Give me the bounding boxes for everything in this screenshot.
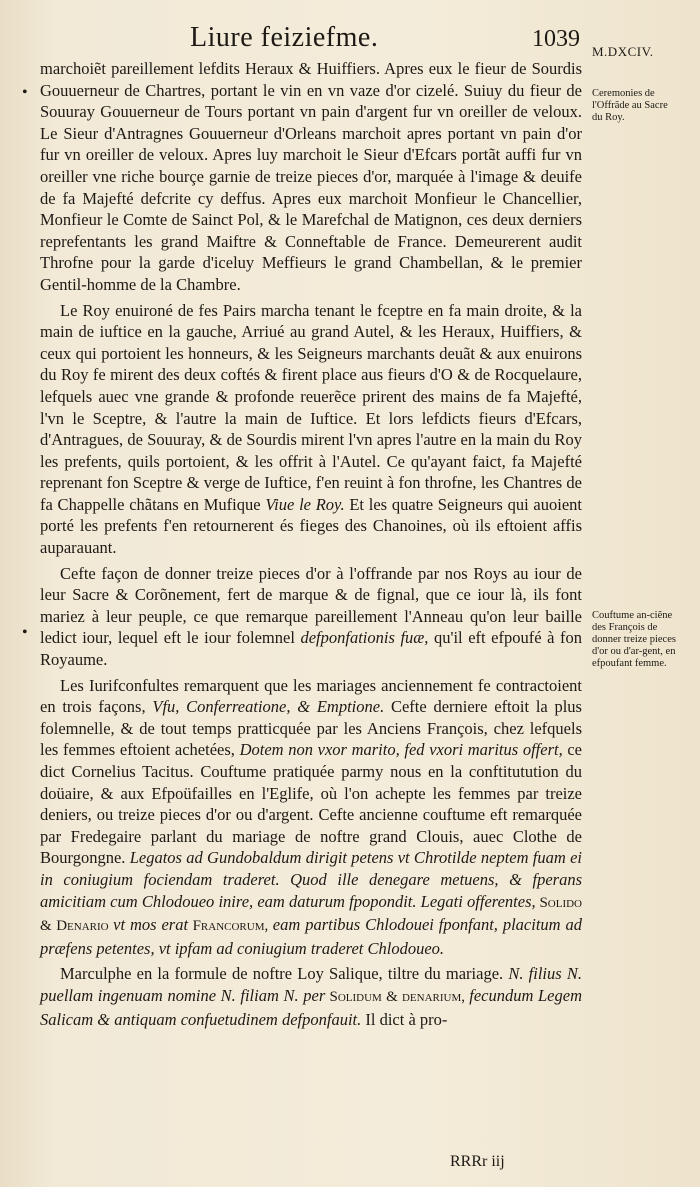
paragraph bbox=[40, 58, 582, 296]
year-marker: M.DXCIV. bbox=[592, 44, 654, 59]
text-run: Marculphe en la formule de noftre Loy Salique, tiltre du mariage. bbox=[60, 964, 509, 984]
body-text bbox=[40, 58, 582, 1030]
italic-run: vt mos erat bbox=[113, 915, 189, 935]
text-run: Le Roy enuironé de fes Pairs marcha tenant le fceptre en fa main droite, & la main de iuftice en la gauche, Arriué au grand Autel, & les Heraux, Huiffiers, & ceux qui portoient les honneurs, & les Seigneurs marchants deuãt & aux enuirons du Roy fe mirent des deux coftés & firent place aus fieurs d'O & de Rocquelaure, lefquels auec vne grande & profonde reuerẽce prirent des mains de fa Majefté, l'vn le Sceptre, & l'autre la main de Iuftice. Et lors lefdicts fieurs d'Efcars, d'Antragues, de Souuray, & de Sourdis mirent l'vn apres l'autre en la main du Roy les prefents, quils portoient, & les offrit à l'Autel. Ce qu'ayant faict, fa Majefté reprenant fon Sceptre & verge de Iuftice, f'en reuint à fon throfne, les Chantres de fa Chappelle chãtans en Mufique bbox=[40, 300, 582, 514]
italic-run: fecundum Legem Salicam & antiquam confuetudinem defponfauit. bbox=[40, 985, 582, 1029]
paragraph bbox=[40, 675, 582, 960]
text-run: Les Iurifconfultes remarquent que les mariages anciennement fe contractoient en trois façons, bbox=[40, 675, 582, 717]
italic-run: Dotem non vxor marito, fed vxori maritus offert, bbox=[239, 740, 563, 760]
small-caps-run: Solidum & denarium, bbox=[325, 988, 470, 1005]
text-run: Cefte façon de donner treize pieces d'or à l'offrande par nos Roys au iour de leur Sacre & Corõnement, fert de marque & de fignal, que ce iour là, ils font mariez à leur peuple, ce que remarque pareillement l'Anneau qu'on leur baille ledict iour, lequel eft le iour folemnel bbox=[40, 563, 582, 648]
italic-run: eam partibus Chlodouei fponfant, placitum ad præfens petentes, vt ipfam ad coniugium traderet Chlodoueo. bbox=[40, 915, 582, 958]
small-caps-run: Francorum, bbox=[188, 918, 273, 935]
small-caps-run: Solido & Denario bbox=[40, 894, 582, 935]
signature-mark: RRRr iij bbox=[450, 1153, 505, 1170]
paragraph bbox=[40, 563, 582, 671]
margin-note-ceremonies: Ceremonies de l'Offrãde au Sacre du Roy. bbox=[592, 88, 668, 123]
margin-pointer-mark: • bbox=[22, 84, 28, 101]
italic-run: Legatos ad Gundobaldum dirigit petens vt Chrotilde neptem fuam ei in coniugium fociendam traderet. Quod ille denegare metuens, & fperans amicitiam cum Chlodoueo inire, eam daturum fpopondit. Legati offerentes, bbox=[40, 848, 583, 911]
italic-run: Vfu, Conferreatione, & Emptione. bbox=[152, 697, 385, 717]
italic-run: Viue le Roy. bbox=[265, 494, 345, 514]
running-title: Liure feiziefme. bbox=[190, 22, 379, 53]
margin-pointer-mark: • bbox=[22, 624, 28, 641]
paragraph bbox=[40, 300, 582, 559]
page-header bbox=[40, 22, 580, 56]
text-run: Et les quatre Seigneurs qui auoient porté les prefents f'en retournerent és fieges des Chanoines, où ils eftoient affis auparauant. bbox=[40, 494, 582, 558]
paragraph bbox=[40, 963, 582, 1030]
italic-run: N. filius N. puellam ingenuam nomine N. filiam N. per bbox=[40, 964, 582, 1005]
text-run: Il dict à pro- bbox=[361, 1009, 448, 1029]
page-number: 1039 bbox=[532, 26, 580, 52]
italic-run: defponfationis fuæ, bbox=[300, 628, 429, 648]
text-run: ce dict Cornelius Tacitus. Couftume pratiquée parmy nous en la conftitutution du doüaire, & aux Efpoüfailles en l'Eglife, où l'on achepte les femmes par treize deniers, ou treize pieces d'or ou d'argent. Cefte ancienne couftume eft remarquée par Fredegaire parlant du mariage de noftre grand Clouis, auec Clothe de Bourgongne. bbox=[40, 740, 583, 868]
text-run: Cefte derniere eftoit la plus folemnelle, & de tout temps pratticquée par les Anciens François, chez lefquels les femmes eftoient achetées, bbox=[40, 697, 582, 760]
margin-note-coustume: Couftume an-ciẽne des François de donner treize pieces d'or ou d'ar-gent, en efpoufant femme. bbox=[592, 610, 676, 669]
text-run: qu'il eft efpoufé à fon Royaume. bbox=[40, 628, 582, 670]
text-run: marchoiẽt pareillement lefdits Heraux & Huiffiers. Apres eux le fieur de Sourdis Gouuerneur de Chartres, portant le vin en vn vaze d'or cizelé. Suiuy du fieur de Souuray Gouuerneur de Tours portant vn pain d'argent fur vn oreiller de veloux. Le Sieur d'Antragnes Gouuerneur d'Orleans marchoit apres portant vn pain d'or fur vn oreiller de veloux. Apres luy marchoit le Sieur d'Efcars portãt auffi fur vn oreiller vne riche bourçe garnie de treize pieces d'or, marquée à l'image & deuife de fa Majefté defcrite cy deffus. Apres eux marchoit Monfieur le Chancellier, Monfieur le Comte de Sainct Pol, & le Marefchal de Matignon, ces deux derniers reprefentants les grand Maiftre & Conneftable de France. Demeurerent audit Throfne pour la garde d'iceluy Meffieurs le grand Chambellan, & le premier Gentil-homme de la Chambre. bbox=[40, 59, 582, 294]
